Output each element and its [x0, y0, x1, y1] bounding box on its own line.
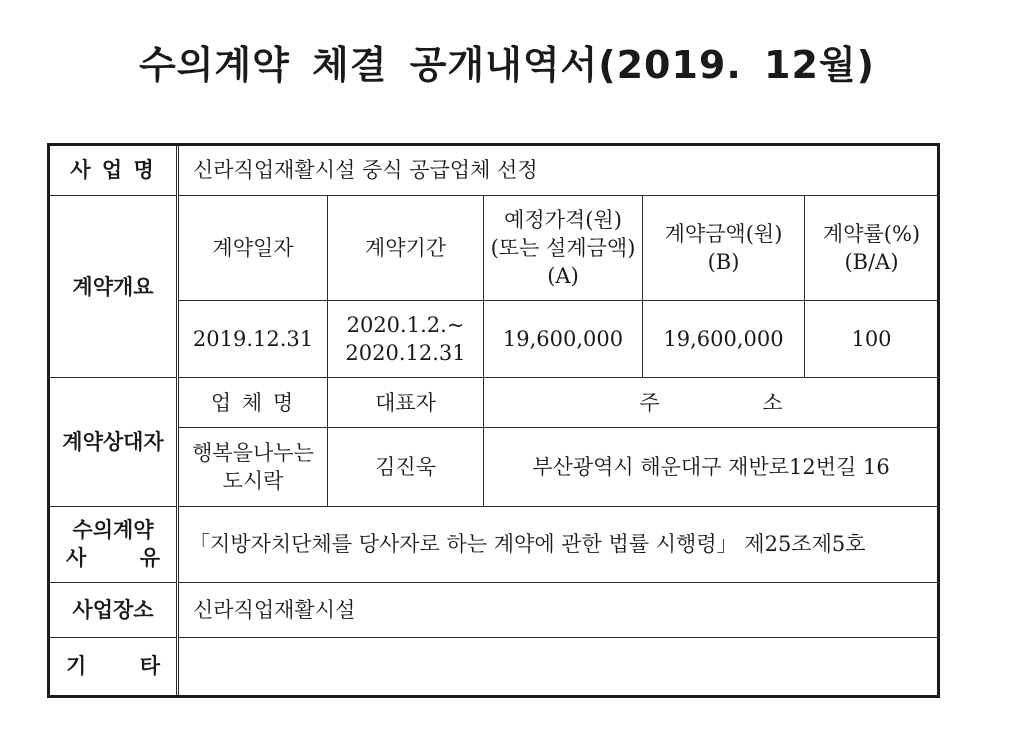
- amount-value: 19,600,000: [663, 327, 784, 352]
- estimated-value: 19,600,000: [502, 327, 624, 352]
- amount-header-line1: 계약금액(원): [664, 221, 783, 246]
- company-value-line1: 행복을나누는: [192, 440, 314, 465]
- reason-label-right: 유: [139, 546, 160, 571]
- location-value: 신라직업재활시설: [193, 597, 356, 622]
- date-header: 계약일자: [212, 236, 294, 260]
- counterparty-label: 계약상대자: [62, 429, 164, 454]
- project-label: 사 업 명: [70, 158, 156, 183]
- overview-label: 계약개요: [72, 274, 154, 299]
- estimated-header-line1: 예정가격(원): [504, 207, 622, 232]
- estimated-header-line2: (또는 설계금액): [490, 236, 636, 260]
- address-value: 부산광역시 해운대구 재반로12번길 16: [532, 454, 890, 479]
- date-value: 2019.12.31: [192, 327, 314, 352]
- amount-header-line2: (B): [707, 250, 740, 275]
- period-end-value: 2020.12.31: [345, 341, 466, 366]
- company-header: 업 체 명: [210, 390, 296, 415]
- period-header: 계약기간: [364, 236, 447, 260]
- project-value: 신라직업재활시설 중식 공급업체 선정: [193, 158, 538, 183]
- address-header-right: 소: [762, 390, 783, 415]
- rate-header-line1: 계약률(%): [822, 221, 921, 246]
- etc-label-left: 기: [66, 654, 87, 679]
- representative-value: 김진욱: [375, 454, 436, 479]
- period-start-value: 2020.1.2.~: [346, 312, 465, 337]
- table-outer-border: [47, 143, 940, 698]
- representative-header: 대표자: [375, 390, 436, 415]
- document-title: 수의계약 체결 공개내역서(2019. 12월): [139, 43, 875, 87]
- reason-label-line1: 수의계약: [72, 517, 154, 542]
- rate-value: 100: [851, 327, 892, 352]
- rate-header-line2: (B/A): [844, 250, 899, 275]
- estimated-header-line3: (A): [547, 264, 579, 289]
- etc-label-right: 타: [139, 654, 160, 679]
- company-value-line2: 도시락: [222, 469, 284, 494]
- location-label: 사업장소: [72, 597, 154, 622]
- address-header-left: 주: [639, 390, 660, 415]
- reason-value: 「지방자치단체를 당사자로 하는 계약에 관한 법률 시행령」 제25조제5호: [189, 532, 866, 556]
- reason-label-left: 사: [66, 546, 87, 571]
